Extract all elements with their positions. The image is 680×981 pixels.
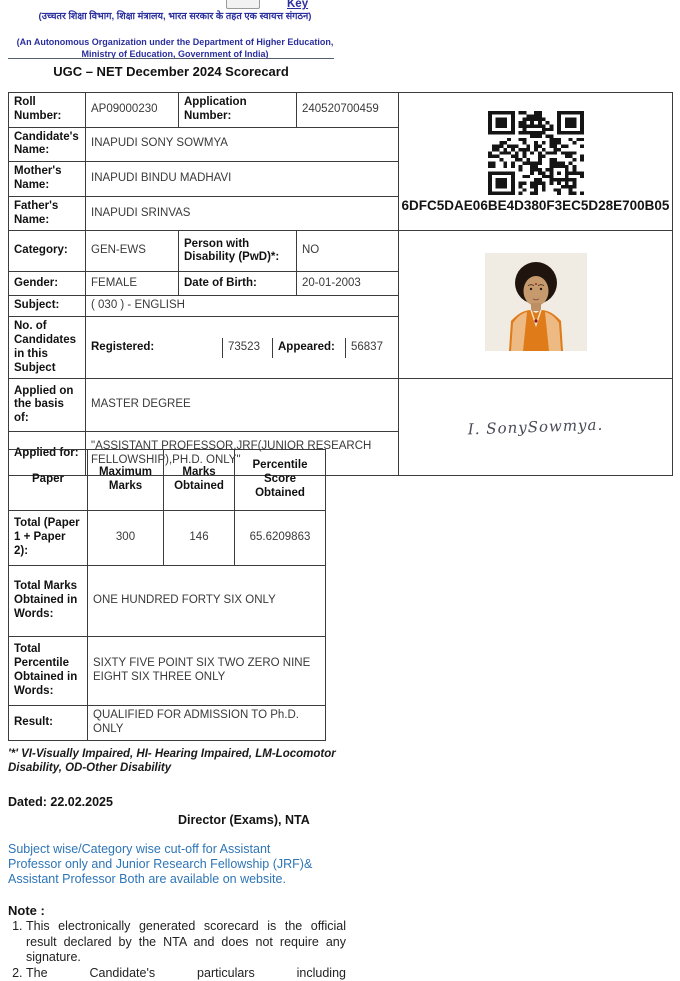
candidates-count-cell	[86, 317, 399, 379]
result-value: QUALIFIED FOR ADMISSION TO Ph.D. ONLY	[88, 706, 326, 741]
qr-code-icon	[399, 111, 672, 195]
col-header-percentile: Percentile Score Obtained	[235, 450, 326, 511]
marks-table	[8, 449, 326, 741]
pwd-label: Person with Disability (PwD)*:	[179, 231, 297, 272]
percentile-value: 65.6209863	[235, 511, 326, 566]
col-header-marks-obtained: Marks Obtained	[164, 450, 235, 511]
candidate-details-table	[8, 92, 673, 476]
table-row	[9, 511, 326, 566]
signature-cell	[399, 379, 673, 476]
verification-hash: 6DFC5DAE06BE4D380F3EC5D28E700B05	[399, 198, 672, 214]
note-heading: Note :	[8, 903, 45, 918]
pwd-value: NO	[297, 231, 399, 272]
mother-name-label: Mother's Name:	[9, 162, 86, 197]
dated-line: Dated: 22.02.2025	[8, 795, 113, 809]
appeared-value: 56837	[346, 338, 398, 358]
applied-basis-label: Applied on the basis of:	[9, 379, 86, 432]
application-number-value: 240520700459	[297, 93, 399, 128]
cutoff-notice-link[interactable]: Subject wise/Category wise cut-off for Assistant Professor only and Junior Research Fellowship (JRF)& Assistant Professor Both are available on website.	[8, 842, 320, 887]
org-name-english: (An Autonomous Organization under the Department of Higher Education, Ministry of Education, Government of India)	[8, 37, 342, 60]
candidate-name-value: INAPUDI SONY SOWMYA	[86, 127, 399, 162]
applied-basis-value: MASTER DEGREE	[86, 379, 399, 432]
roll-number-value: AP09000230	[86, 93, 179, 128]
candidate-photo	[485, 253, 587, 356]
cropped-toolbar-button[interactable]	[226, 0, 260, 9]
max-marks-value: 300	[88, 511, 164, 566]
note-item: 1. This electronically generated scorecard is the official result declared by the NTA and does not require any signature.	[26, 919, 346, 966]
gender-value: FEMALE	[86, 272, 179, 296]
applied-for-value: "ASSISTANT PROFESSOR,JRF(JUNIOR RESEARCH FELLOWSHIP),PH.D. ONLY"	[86, 432, 399, 476]
subject-label: Subject:	[9, 296, 86, 317]
org-name-hindi: (उच्चतर शिक्षा विभाग, शिक्षा मंत्रालय, भारत सरकार के तहत एक स्वायत्त संगठन)	[8, 11, 342, 24]
result-label: Result:	[9, 706, 88, 741]
candidate-signature: I. SonySowmya.	[404, 414, 667, 441]
qr-cell	[399, 93, 673, 231]
total-marks-words-label: Total Marks Obtained in Words:	[9, 566, 88, 637]
mother-name-value: INAPUDI BINDU MADHAVI	[86, 162, 399, 197]
disability-abbreviations-note: '*' VI-Visually Impaired, HI- Hearing Impaired, LM-Locomotor Disability, OD-Other Disability	[8, 747, 352, 775]
photo-cell	[399, 231, 673, 379]
application-number-label: Application Number:	[179, 93, 297, 128]
subject-value: ( 030 ) - ENGLISH	[86, 296, 399, 317]
total-percentile-words-label: Total Percentile Obtained in Words:	[9, 637, 88, 706]
category-label: Category:	[9, 231, 86, 272]
category-value: GEN-EWS	[86, 231, 179, 272]
col-header-paper: Paper	[9, 450, 88, 511]
col-header-max-marks: Maximum Marks	[88, 450, 164, 511]
notes-list	[8, 919, 346, 981]
note-item: 2. The Candidate's particulars including	[26, 966, 346, 981]
appeared-label: Appeared:	[273, 338, 346, 358]
father-name-value: INAPUDI SRINVAS	[86, 196, 399, 231]
candidates-count-label: No. of Candidates in this Subject	[9, 317, 86, 379]
total-paper-label: Total (Paper 1 + Paper 2):	[9, 511, 88, 566]
gender-label: Gender:	[9, 272, 86, 296]
roll-number-label: Roll Number:	[9, 93, 86, 128]
candidate-name-label: Candidate's Name:	[9, 127, 86, 162]
total-marks-words-value: ONE HUNDRED FORTY SIX ONLY	[88, 566, 326, 637]
answer-key-link[interactable]: Key	[287, 0, 308, 10]
page-title: UGC – NET December 2024 Scorecard	[8, 64, 334, 79]
dob-label: Date of Birth:	[179, 272, 297, 296]
applied-for-label: Applied for:	[9, 432, 86, 476]
director-signatory: Director (Exams), NTA	[178, 813, 310, 827]
dob-value: 20-01-2003	[297, 272, 399, 296]
marks-obtained-value: 146	[164, 511, 235, 566]
father-name-label: Father's Name:	[9, 196, 86, 231]
header-divider	[8, 58, 334, 59]
total-percentile-words-value: SIXTY FIVE POINT SIX TWO ZERO NINE EIGHT SIX THREE ONLY	[88, 637, 326, 706]
registered-label: Registered:	[86, 338, 223, 358]
registered-value: 73523	[223, 338, 273, 358]
